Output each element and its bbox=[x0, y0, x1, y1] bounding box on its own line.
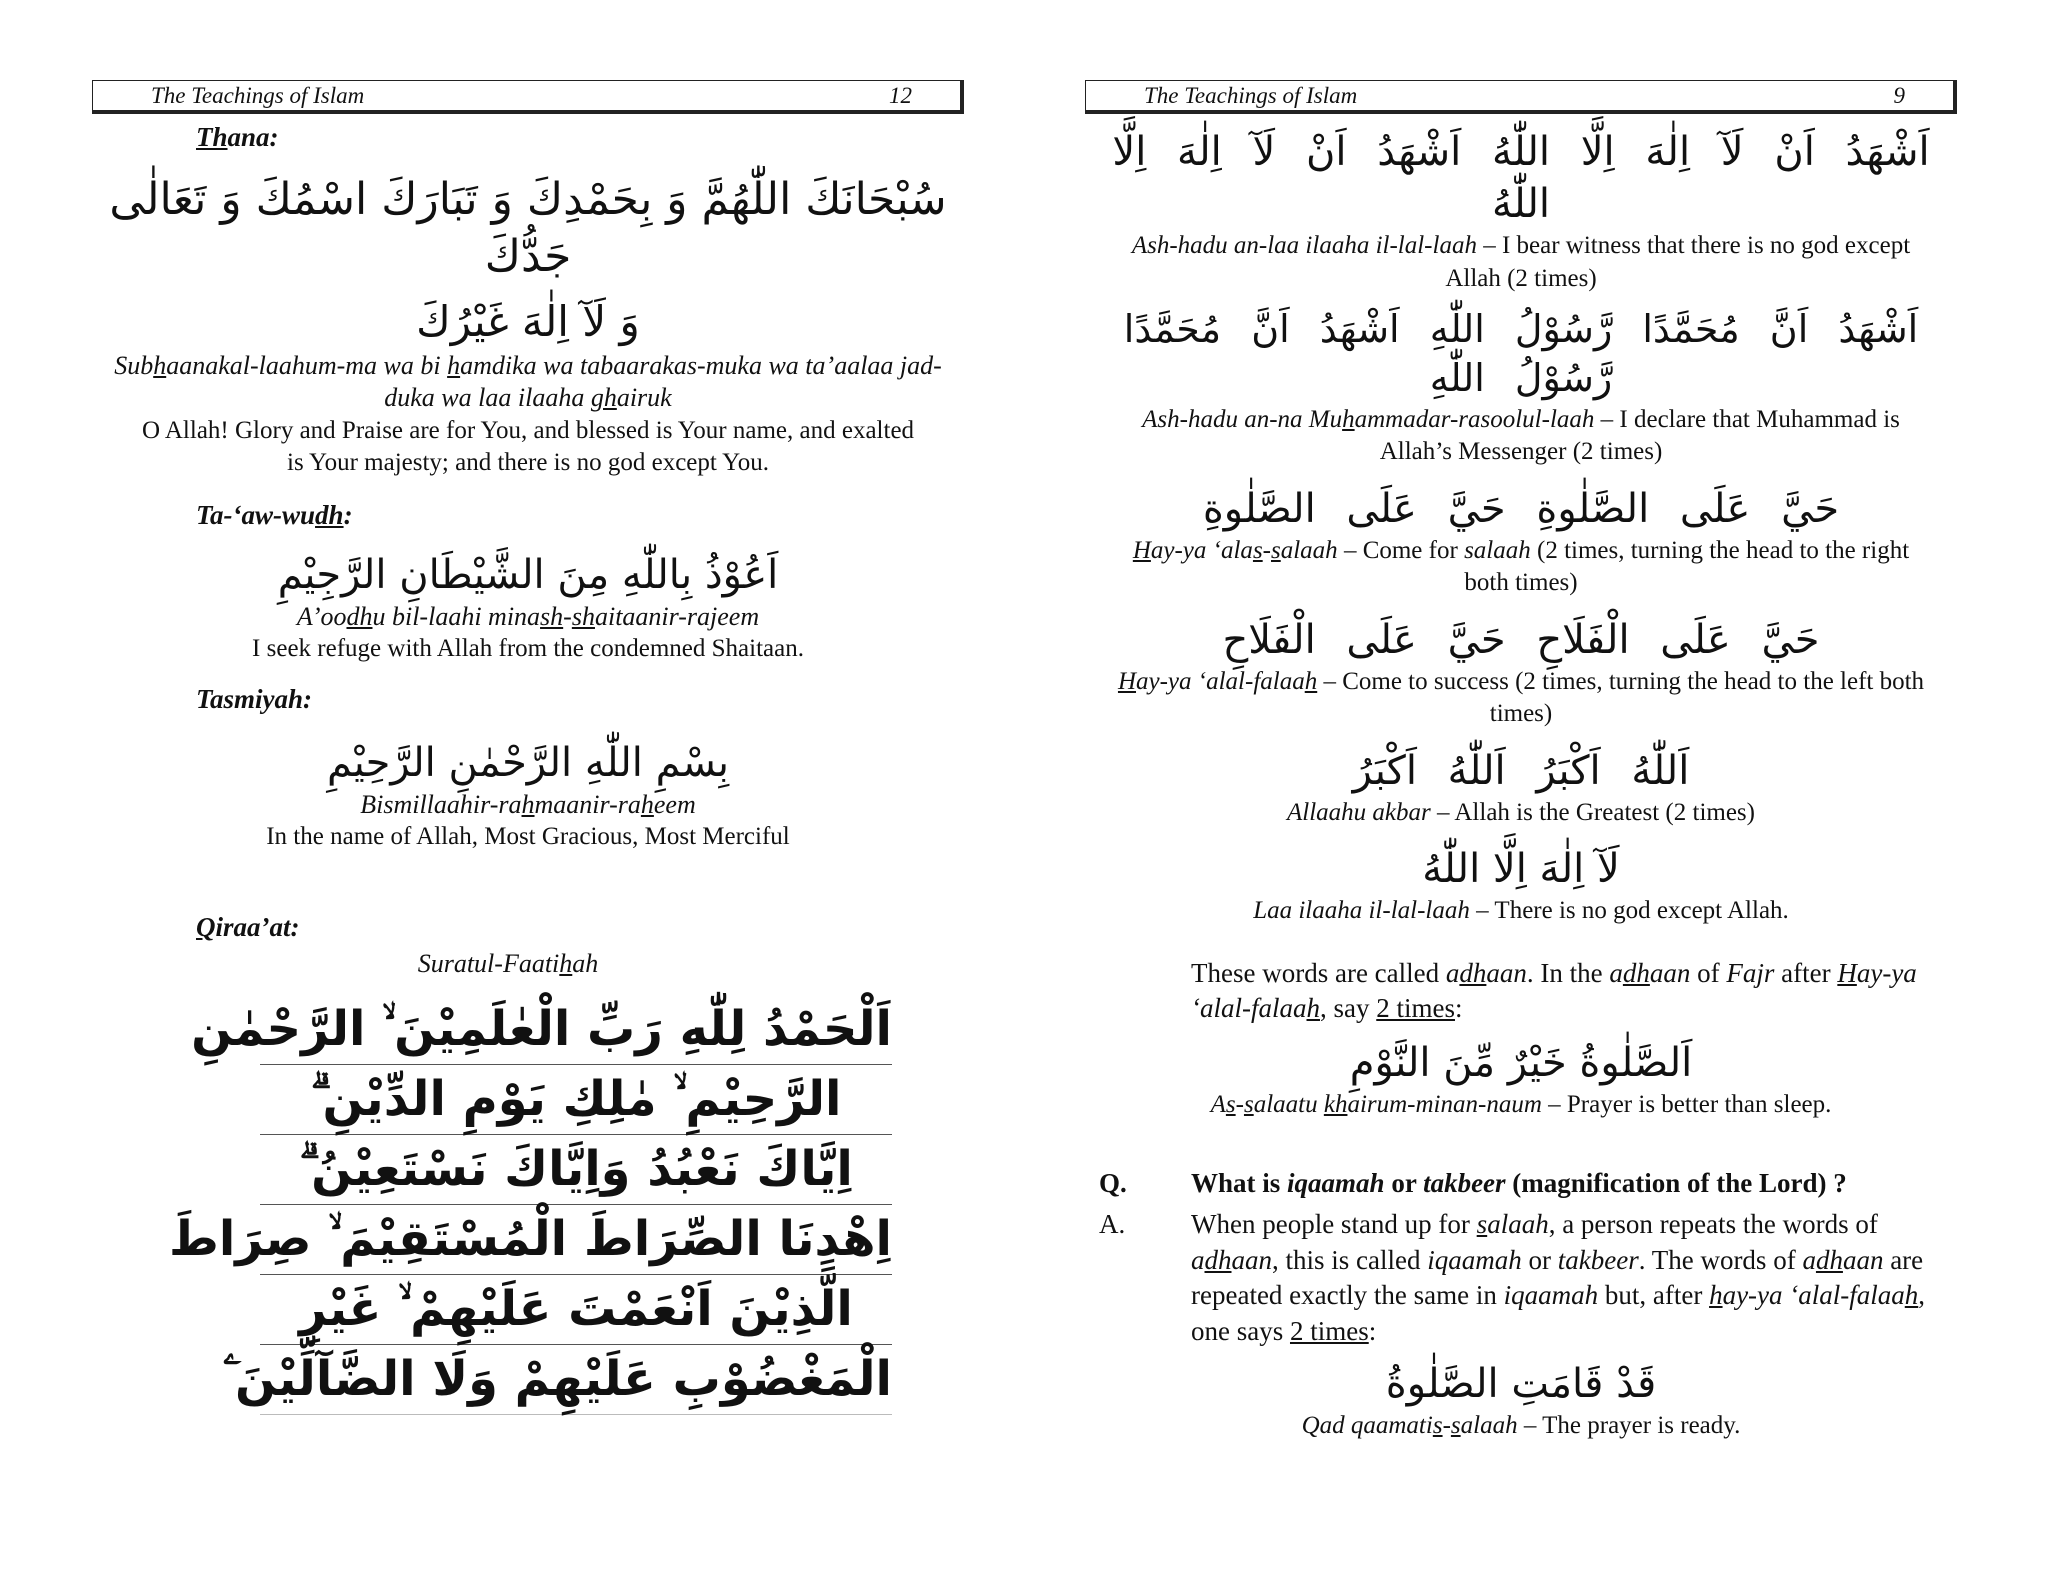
tasmiyah-arabic: بِسْمِ اللّٰهِ الرَّحْمٰنِ الرَّحِيْمِ bbox=[326, 739, 730, 786]
left-page bbox=[92, 80, 964, 1560]
takbir-arabic: اَللّٰهُ اَكْبَرُ اَللّٰهُ اَكْبَرُ bbox=[1352, 747, 1690, 794]
thana-arabic-line2: وَ لَآ اِلٰهَ غَيْرُكَ bbox=[416, 297, 640, 347]
falah-arabic: حَيَّ عَلَى الْفَلَاحِ حَيَّ عَلَى الْفَلَاحِ bbox=[1222, 616, 1820, 663]
question-text: What is iqaamah or takbeer (magnification of the Lord) ? bbox=[1191, 1167, 1847, 1198]
tasmiyah-translation: In the name of Allah, Most Gracious, Most Merciful bbox=[266, 823, 790, 851]
fajr-addition-arabic: اَلصَّلٰوةُ خَيْرٌ مِّنَ النَّوْمِ bbox=[1349, 1040, 1693, 1087]
iqamah-text: Qad qaamatis-salaah – The prayer is ready. bbox=[1301, 1411, 1741, 1439]
iqamah-block bbox=[1085, 1358, 1957, 1443]
fatiha-line: اِهْدِنَا الصِّرَاطَ الْمُسْتَقِيْمَ ۙ صِرَاطَ bbox=[260, 1205, 892, 1275]
shahadah-arabic: اَشْهَدُ اَنْ لَآ اِلٰهَ اِلَّا اللّٰهُ اَشْهَدُ اَنْ لَآ اِلٰهَ اِلَّا اللّٰهُ bbox=[1112, 129, 1930, 227]
risalah-arabic: اَشْهَدُ اَنَّ مُحَمَّدًا رَّسُوْلُ اللّٰهِ اَشْهَدُ اَنَّ مُحَمَّدًا رَّسُوْلُ اللّٰهِ bbox=[1123, 307, 1919, 401]
book-title: The Teachings of Islam bbox=[1144, 82, 1358, 108]
taawwudh-translation: I seek refuge with Allah from the condemned Shaitaan. bbox=[252, 635, 804, 663]
tasmiyah-transliteration: Bismillaahir-rahmaanir-raheem bbox=[360, 789, 696, 819]
tahlil-block bbox=[1085, 843, 1957, 928]
tahlil-arabic: لَآ اِلٰهَ اِلَّا اللّٰهُ bbox=[1422, 846, 1620, 893]
thana-transliteration: Subhaanakal-laahum-ma wa bi hamdika wa tabaarakas-muka wa ta’aalaa jad-duka wa laa ilaaha ghairuk bbox=[114, 350, 942, 413]
taawwudh-arabic: اَعُوْذُ بِاللّٰهِ مِنَ الشَّيْطَانِ الرَّجِيْمِ bbox=[277, 551, 779, 598]
fatiha-line: اِيَّاكَ نَعْبُدُ وَاِيَّاكَ نَسْتَعِيْنُ ۗ bbox=[260, 1135, 892, 1205]
adhaan-note bbox=[1191, 956, 1957, 1027]
book-title: The Teachings of Islam bbox=[151, 82, 365, 108]
surah-title: Suratul-Faatihah bbox=[417, 948, 599, 978]
answer-label: A. bbox=[1099, 1209, 1126, 1240]
adhaan-paragraph: These words are called adhaan. In the adhaan of Fajr after Hay-ya ‘alal-falaah, say 2 times: bbox=[1191, 957, 1917, 1024]
qiraaat-heading: Qiraa’at: bbox=[196, 911, 300, 942]
question-row bbox=[1085, 1166, 1957, 1202]
thana-heading: Thana: bbox=[196, 122, 279, 152]
shahadah-block bbox=[1085, 126, 1957, 295]
taawwudh-heading: Ta-‘aw-wudh: bbox=[196, 499, 353, 530]
fatiha-line: الرَّحِيْمِ ۙ مٰلِكِ يَوْمِ الدِّيْنِ ۗ bbox=[260, 1065, 892, 1135]
falah-block bbox=[1085, 614, 1957, 731]
tahlil-text: Laa ilaaha il-lal-laah – There is no god except Allah. bbox=[1253, 897, 1789, 925]
fatiha-line: الَّذِيْنَ اَنْعَمْتَ عَلَيْهِمْ ۙ غَيْرِ bbox=[260, 1275, 892, 1345]
falah-text: Hay-ya ‘alal-falaah – Come to success (2 times, turning the head to the left both times) bbox=[1117, 667, 1925, 728]
answer-text: When people stand up for salaah, a person repeats the words of adhaan, this is called iqaamah or takbeer. The words of adhaan are repeated exactly the same in iqaamah but, after hay-ya ‘alal-falaah, one says 2 times: bbox=[1191, 1209, 1926, 1347]
page-number: 9 bbox=[1893, 82, 1905, 108]
fatiha-line: الْمَغْضُوْبِ عَلَيْهِمْ وَلَا الضَّآلِّيْنَ ۧ bbox=[260, 1345, 892, 1415]
page-number: 12 bbox=[889, 82, 912, 108]
salah-text: Hay-ya ‘alas-salaah – Come for salaah (2 times, turning the head to the right both times) bbox=[1132, 536, 1910, 597]
thana-arabic-line1: سُبْحَانَكَ اللّٰهُمَّ وَ بِحَمْدِكَ وَ تَبَارَكَ اسْمُكَ وَ تَعَالٰى جَدُّكَ bbox=[109, 174, 947, 283]
fatiha-line: اَلْحَمْدُ لِلّٰهِ رَبِّ الْعٰلَمِيْنَ ۙ الرَّحْمٰنِ bbox=[260, 995, 892, 1065]
salah-arabic: حَيَّ عَلَى الصَّلٰوةِ حَيَّ عَلَى الصَّلٰوةِ bbox=[1202, 485, 1840, 532]
shahadah-text: Ash-hadu an-laa ilaaha il-lal-laah – I bear witness that there is no god except Allah (2 times) bbox=[1131, 232, 1911, 292]
iqamah-arabic: قَدْ قَامَتِ الصَّلٰوةُ bbox=[1385, 1360, 1657, 1407]
running-head-right bbox=[1085, 80, 1957, 114]
fatiha-text bbox=[169, 995, 892, 1415]
salah-block bbox=[1085, 483, 1957, 600]
right-page bbox=[1085, 80, 1957, 1560]
takbir-block bbox=[1085, 745, 1957, 830]
risalah-block bbox=[1085, 305, 1957, 469]
tasmiyah-heading: Tasmiyah: bbox=[196, 683, 313, 714]
fajr-addition-text: As-salaatu khairum-minan-naum – Prayer is better than sleep. bbox=[1210, 1091, 1832, 1119]
running-head-left bbox=[92, 80, 964, 114]
taawwudh-transliteration: A’oodhu bil-laahi minash-shaitaanir-rajeem bbox=[296, 601, 760, 631]
thana-translation: O Allah! Glory and Praise are for You, and blessed is Your name, and exalted is Your majesty; and there is no god except You. bbox=[141, 416, 915, 477]
answer-row bbox=[1085, 1207, 1957, 1350]
takbir-text: Allaahu akbar – Allah is the Greatest (2 times) bbox=[1287, 798, 1755, 826]
question-label: Q. bbox=[1099, 1167, 1127, 1198]
fajr-addition-block bbox=[1085, 1037, 1957, 1122]
risalah-text: Ash-hadu an-na Muhammadar-rasoolul-laah – I declare that Muhammad is Allah’s Messenger (2 times) bbox=[1142, 405, 1900, 466]
